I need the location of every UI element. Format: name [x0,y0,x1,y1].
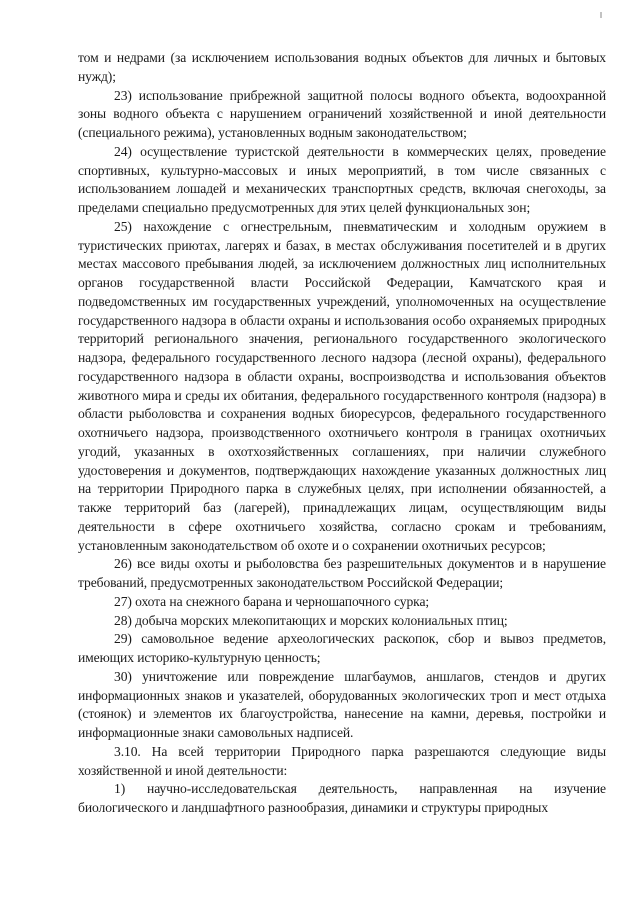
paragraph-item-24: 24) осуществление туристской деятельности в коммерческих целях, проведение спортивных, культурно-массовых и иных мероприятий, в том числе связанных с использованием лошадей и механических транспортных средств, включая снегоходы, за пределами специально предусмотренных для этих целей функциональных зон; [78,143,606,215]
paragraph-item-28: 28) добыча морских млекопитающих и морских колониальных птиц; [114,612,508,628]
paragraph-item-25: 25) нахождение с огнестрельным, пневматическим и холодным оружием в туристических приютах, лагерях и базах, в местах обслуживания посетителей и в других местах массового пребывания людей, за исключением должностных лиц исполнительных органов государственной власти Российской Федерации, Камчатского края и подведомственных им государственных учреждений, уполномоченных на осуществление государственного надзора в области охраны и использования особо охраняемых природных территорий регионального значения, регионального государственного экологического надзора, федерального государственного лесного надзора (лесной охраны), федерального государственного надзора в области охраны, воспроизводства и использования объектов животного мира и среды их обитания, федерального государственного контроля (надзора) в области рыболовства и сохранения водных биоресурсов, федерального государственного охотничьего надзора, производственного охотничьего контроля в границах охотничьих угодий, указанных в охотхозяйственных соглашениях, при наличии служебного удостоверения и документов, подтверждающих нахождение указанных должностных лиц на территории Природного парка в служебных целях, при исполнении обязанностей, а также территорий баз (лагерей), принадлежащих лицам, осуществляющим виды деятельности в сфере охотничьего хозяйства, согласно срокам и требованиям, установленным законодательством об охоте и о сохранении охотничьих ресурсов; [78,218,606,553]
paragraph-item-30: 30) уничтожение или повреждение шлагбаумов, аншлагов, стендов и других информационных знаков и указателей, оборудованных экологических троп и мест отдыха (стоянок) и элементов их благоустройства, нанесение на камни, деревья, постройки и информационные знаки самовольных надписей. [78,668,606,740]
paragraph-section-3-10: 3.10. На всей территории Природного парка разрешаются следующие виды хозяйственной и иной деятельности: [78,743,606,778]
paragraph-continuation: том и недрами (за исключением использования водных объектов для личных и бытовых нужд); [78,50,606,84]
paragraph-allowed-item-1: 1) научно-исследовательская деятельность, направленная на изучение биологического и ландшафтного разнообразия, динамики и структуры природных [78,781,606,815]
paragraph-item-27: 27) охота на снежного барана и черношапочного сурка; [114,593,430,609]
paragraph-item-29: 29) самовольное ведение археологических раскопок, сбор и вывоз предметов, имеющих историко-культурную ценность; [78,631,606,665]
scan-mark [600,12,602,18]
paragraph-item-23: 23) использование прибрежной защитной полосы водного объекта, водоохранной зоны водного объекта с нарушением ограничений хозяйственной и иной деятельности (специального режима), установленных водным законодательством; [78,87,606,140]
document-page [78,49,606,818]
paragraph-item-26: 26) все виды охоты и рыболовства без разрешительных документов и в нарушение требований, предусмотренных законодательством Российской Федерации; [78,556,606,590]
